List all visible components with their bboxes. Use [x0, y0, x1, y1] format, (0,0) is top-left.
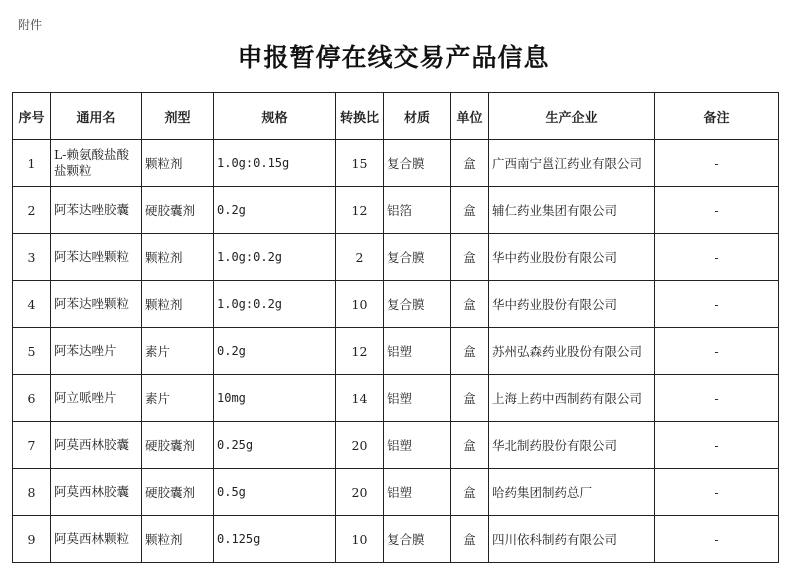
cell-material: 复合膜 — [384, 516, 451, 563]
cell-manufacturer: 苏州弘森药业股份有限公司 — [489, 328, 655, 375]
cell-specification: 10mg — [214, 375, 336, 422]
cell-remarks: - — [655, 281, 779, 328]
cell-index: 6 — [13, 375, 51, 422]
cell-remarks: - — [655, 328, 779, 375]
cell-manufacturer: 广西南宁邕江药业有限公司 — [489, 140, 655, 187]
cell-dosage-form: 硬胶囊剂 — [142, 422, 214, 469]
table-row — [13, 516, 779, 563]
cell-index: 3 — [13, 234, 51, 281]
cell-index: 5 — [13, 328, 51, 375]
table-row — [13, 140, 779, 187]
cell-conversion-ratio: 12 — [336, 328, 384, 375]
cell-remarks: - — [655, 422, 779, 469]
table-row — [13, 234, 779, 281]
cell-conversion-ratio: 12 — [336, 187, 384, 234]
cell-material: 铝箔 — [384, 187, 451, 234]
cell-generic-name: 阿莫西林胶囊 — [51, 469, 142, 516]
cell-remarks: - — [655, 516, 779, 563]
cell-generic-name: 阿苯达唑颗粒 — [51, 234, 142, 281]
cell-index: 8 — [13, 469, 51, 516]
cell-remarks: - — [655, 469, 779, 516]
cell-conversion-ratio: 10 — [336, 516, 384, 563]
cell-generic-name: 阿立哌唑片 — [51, 375, 142, 422]
cell-conversion-ratio: 20 — [336, 422, 384, 469]
cell-unit: 盒 — [451, 140, 489, 187]
header-index: 序号 — [13, 93, 51, 140]
cell-material: 铝塑 — [384, 422, 451, 469]
cell-remarks: - — [655, 140, 779, 187]
cell-remarks: - — [655, 375, 779, 422]
table-header-row — [13, 93, 779, 140]
cell-manufacturer: 华中药业股份有限公司 — [489, 281, 655, 328]
cell-index: 4 — [13, 281, 51, 328]
cell-unit: 盒 — [451, 187, 489, 234]
table-row — [13, 422, 779, 469]
cell-specification: 0.5g — [214, 469, 336, 516]
cell-dosage-form: 硬胶囊剂 — [142, 469, 214, 516]
table-row — [13, 328, 779, 375]
cell-specification: 0.2g — [214, 187, 336, 234]
cell-material: 复合膜 — [384, 140, 451, 187]
header-unit: 单位 — [451, 93, 489, 140]
cell-index: 2 — [13, 187, 51, 234]
header-conversion-ratio: 转换比 — [336, 93, 384, 140]
cell-manufacturer: 华中药业股份有限公司 — [489, 234, 655, 281]
cell-generic-name: L-赖氨酸盐酸盐颗粒 — [51, 140, 142, 187]
cell-conversion-ratio: 20 — [336, 469, 384, 516]
cell-manufacturer: 上海上药中西制药有限公司 — [489, 375, 655, 422]
cell-dosage-form: 颗粒剂 — [142, 281, 214, 328]
cell-remarks: - — [655, 187, 779, 234]
cell-dosage-form: 素片 — [142, 328, 214, 375]
cell-conversion-ratio: 2 — [336, 234, 384, 281]
table-row — [13, 469, 779, 516]
header-generic-name: 通用名 — [51, 93, 142, 140]
cell-generic-name: 阿苯达唑片 — [51, 328, 142, 375]
cell-specification: 0.25g — [214, 422, 336, 469]
cell-dosage-form: 硬胶囊剂 — [142, 187, 214, 234]
cell-generic-name: 阿莫西林胶囊 — [51, 422, 142, 469]
cell-unit: 盒 — [451, 281, 489, 328]
cell-material: 铝塑 — [384, 328, 451, 375]
page-title: 申报暂停在线交易产品信息 — [237, 43, 550, 72]
cell-conversion-ratio: 14 — [336, 375, 384, 422]
cell-dosage-form: 颗粒剂 — [142, 140, 214, 187]
cell-specification: 1.0g:0.15g — [214, 140, 336, 187]
cell-manufacturer: 辅仁药业集团有限公司 — [489, 187, 655, 234]
cell-material: 复合膜 — [384, 281, 451, 328]
cell-unit: 盒 — [451, 328, 489, 375]
cell-unit: 盒 — [451, 469, 489, 516]
cell-manufacturer: 四川依科制药有限公司 — [489, 516, 655, 563]
header-specification: 规格 — [214, 93, 336, 140]
cell-manufacturer: 哈药集团制药总厂 — [489, 469, 655, 516]
cell-index: 1 — [13, 140, 51, 187]
table-row — [13, 375, 779, 422]
cell-manufacturer: 华北制药股份有限公司 — [489, 422, 655, 469]
attachment-label: 附件 — [18, 18, 43, 32]
cell-remarks: - — [655, 234, 779, 281]
table-row — [13, 187, 779, 234]
header-material: 材质 — [384, 93, 451, 140]
cell-generic-name: 阿苯达唑胶囊 — [51, 187, 142, 234]
cell-specification: 1.0g:0.2g — [214, 234, 336, 281]
cell-unit: 盒 — [451, 516, 489, 563]
cell-conversion-ratio: 15 — [336, 140, 384, 187]
cell-unit: 盒 — [451, 375, 489, 422]
cell-index: 9 — [13, 516, 51, 563]
cell-generic-name: 阿莫西林颗粒 — [51, 516, 142, 563]
cell-specification: 1.0g:0.2g — [214, 281, 336, 328]
cell-conversion-ratio: 10 — [336, 281, 384, 328]
cell-dosage-form: 素片 — [142, 375, 214, 422]
cell-index: 7 — [13, 422, 51, 469]
cell-specification: 0.125g — [214, 516, 336, 563]
cell-material: 铝塑 — [384, 469, 451, 516]
header-dosage-form: 剂型 — [142, 93, 214, 140]
cell-material: 复合膜 — [384, 234, 451, 281]
cell-dosage-form: 颗粒剂 — [142, 516, 214, 563]
header-remarks: 备注 — [655, 93, 779, 140]
product-table — [12, 92, 779, 563]
cell-generic-name: 阿苯达唑颗粒 — [51, 281, 142, 328]
cell-specification: 0.2g — [214, 328, 336, 375]
cell-material: 铝塑 — [384, 375, 451, 422]
cell-unit: 盒 — [451, 422, 489, 469]
table-row — [13, 281, 779, 328]
header-manufacturer: 生产企业 — [489, 93, 655, 140]
cell-dosage-form: 颗粒剂 — [142, 234, 214, 281]
cell-unit: 盒 — [451, 234, 489, 281]
